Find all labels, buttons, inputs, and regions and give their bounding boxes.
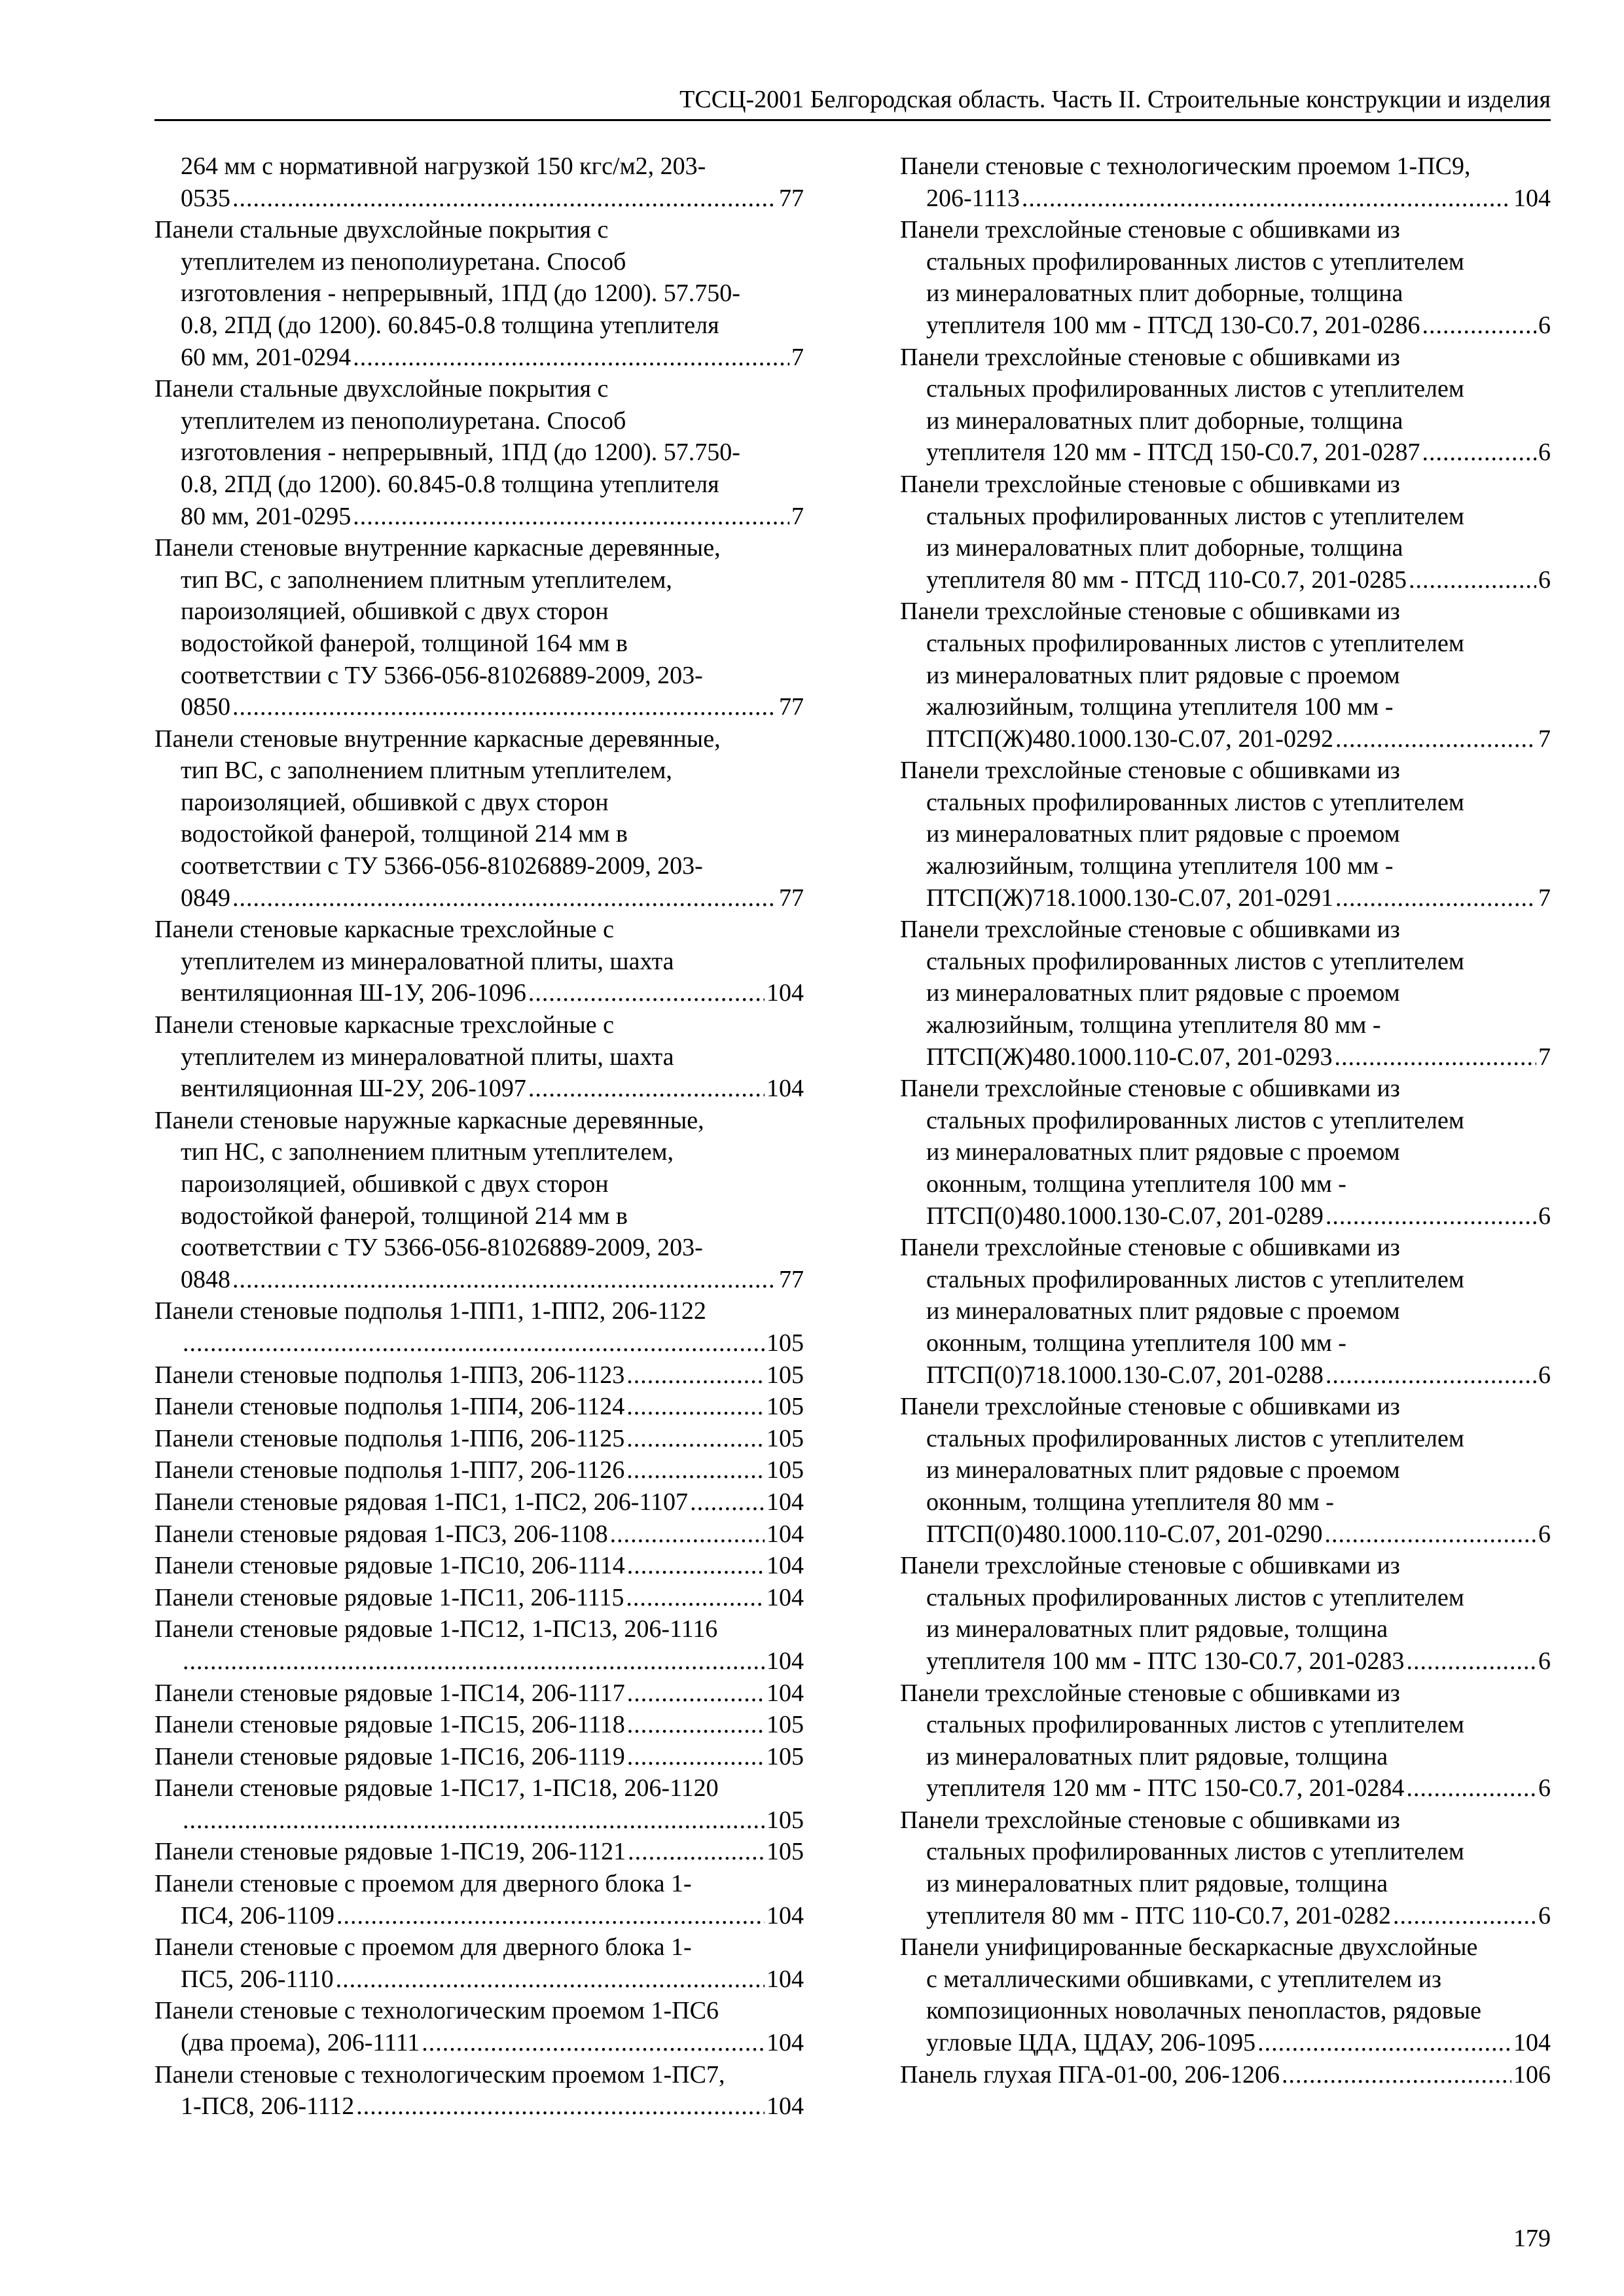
- entry-line: из минераловатных плит рядовые, толщина: [926, 1615, 1388, 1643]
- entry-text: Панели стеновые рядовые 1-ПС14, 206-1117: [154, 1679, 625, 1707]
- entry-text: Панели стеновые подполья 1-ПП3, 206-1123: [154, 1361, 625, 1389]
- index-entry: [154, 1741, 804, 1773]
- entry-text: Панели стеновые рядовые 1-ПС10, 206-1114: [154, 1552, 625, 1580]
- dot-leader: [627, 1550, 765, 1582]
- entry-page-ref: 104: [767, 1583, 804, 1611]
- dot-leader: [232, 882, 777, 914]
- entry-line: Панели стеновые внутренние каркасные деревянные,: [154, 534, 721, 562]
- entry-line: водостойкой фанерой, толщиной 214 мм в: [181, 820, 628, 848]
- index-entry: [900, 1232, 1551, 1391]
- index-entry: [154, 1009, 804, 1105]
- entry-leader-line: [900, 564, 1551, 596]
- entry-leader-line: [900, 723, 1551, 755]
- entry-page-ref: 7: [791, 343, 804, 371]
- entry-line: стальных профилированных листов с утеплителем: [926, 1838, 1464, 1866]
- dot-leader: [183, 1804, 765, 1837]
- entry-page-ref: 6: [1538, 1520, 1551, 1548]
- index-entry: [900, 151, 1551, 214]
- dot-leader: [528, 977, 765, 1009]
- index-entry: [154, 151, 804, 214]
- entry-leader-line: [154, 1741, 804, 1773]
- entry-line: 264 мм с нормативной нагрузкой 150 кгс/м2, 203-: [181, 152, 706, 180]
- entry-page-ref: 105: [767, 1393, 804, 1421]
- entry-leader-line: [900, 2027, 1551, 2059]
- entry-page-ref: 105: [767, 1329, 804, 1357]
- index-entry: [154, 1836, 804, 1868]
- index-entry: [900, 914, 1551, 1073]
- index-entry: [900, 1073, 1551, 1232]
- dot-leader: [1282, 2059, 1511, 2091]
- index-entry: [900, 1677, 1551, 1804]
- entry-text: вентиляционная Ш-2У, 206-1097: [181, 1075, 526, 1103]
- entry-leader-line: [154, 1964, 804, 1996]
- index-entry: [900, 596, 1551, 755]
- dot-leader: [183, 1645, 765, 1677]
- entry-page-ref: 104: [1513, 184, 1551, 212]
- entry-page-ref: 6: [1538, 565, 1551, 594]
- entry-page-ref: 106: [1513, 2060, 1551, 2089]
- entry-line: тип НС, с заполнением плитным утеплителем,: [181, 1138, 674, 1166]
- entry-text: 80 мм, 201-0295: [181, 502, 352, 530]
- entry-line: утеплителем из пенополиуретана. Способ: [181, 406, 626, 435]
- entry-text: Панели стеновые рядовые 1-ПС16, 206-1119: [154, 1742, 625, 1770]
- entry-line: стальных профилированных листов с утеплителем: [926, 502, 1464, 530]
- entry-line: из минераловатных плит рядовые с проемом: [926, 1456, 1400, 1484]
- entry-page-ref: 6: [1538, 1774, 1551, 1803]
- entry-line: утеплителем из минераловатной плиты, шахта: [181, 947, 674, 975]
- index-entry: [154, 1454, 804, 1486]
- entry-page-ref: 104: [767, 1965, 804, 1993]
- entry-line: Панели стальные двухслойные покрытия с: [154, 216, 609, 244]
- entry-line: стальных профилированных листов с утеплителем: [926, 947, 1464, 975]
- entry-line: Панели трехслойные стеновые с обшивками из: [900, 216, 1400, 244]
- entry-text: Панели стеновые подполья 1-ПП7, 206-1126: [154, 1456, 625, 1484]
- entry-line: Панели стеновые с технологическим проемом 1-ПС6: [154, 1997, 719, 2025]
- index-entry: [154, 1582, 804, 1614]
- entry-line: Панели трехслойные стеновые с обшивками из: [900, 470, 1400, 498]
- entry-leader-line: [154, 183, 804, 215]
- entry-line: с металлическими обшивками, с утеплителем из: [926, 1965, 1441, 1993]
- entry-line: жалюзийным, толщина утеплителя 100 мм -: [926, 852, 1394, 880]
- entry-leader-line: [154, 1518, 804, 1551]
- entry-line: Панели трехслойные стеновые с обшивками из: [900, 1393, 1400, 1421]
- entry-line: из минераловатных плит рядовые с проемом: [926, 1138, 1400, 1166]
- entry-page-ref: 6: [1538, 1901, 1551, 1929]
- dot-leader: [356, 2090, 765, 2123]
- entry-leader-line: [154, 1486, 804, 1518]
- entry-line: водостойкой фанерой, толщиной 164 мм в: [181, 629, 628, 657]
- dot-leader: [183, 1327, 765, 1359]
- entry-page-ref: 7: [791, 502, 804, 530]
- entry-leader-line: [900, 1900, 1551, 1932]
- index-entry: [154, 1359, 804, 1391]
- entry-leader-line: [154, 977, 804, 1009]
- entry-text: ПТСП(Ж)718.1000.130-С.07, 201-0291: [926, 884, 1333, 912]
- entry-leader-line: [154, 1804, 804, 1837]
- entry-line: соответствии с ТУ 5366-056-81026889-2009, 203-: [181, 1234, 703, 1262]
- entry-line: утеплителем из пенополиуретана. Способ: [181, 247, 626, 276]
- entry-leader-line: [154, 1900, 804, 1932]
- index-entry: [154, 1613, 804, 1677]
- entry-line: 0.8, 2ПД (до 1200). 60.845-0.8 толщина утеплителя: [181, 311, 719, 339]
- entry-line: оконным, толщина утеплителя 100 мм -: [926, 1170, 1346, 1198]
- entry-page-ref: 104: [767, 2029, 804, 2057]
- entry-line: из минераловатных плит доборные, толщина: [926, 534, 1403, 562]
- index-entry: [154, 2059, 804, 2123]
- entry-page-ref: 105: [767, 1711, 804, 1739]
- index-entry: [154, 1391, 804, 1423]
- entry-text: ПТСП(Ж)480.1000.130-С.07, 201-0292: [926, 725, 1333, 753]
- entry-line: Панели трехслойные стеновые с обшивками из: [900, 916, 1400, 944]
- entry-page-ref: 104: [767, 1075, 804, 1103]
- dot-leader: [1335, 1041, 1536, 1073]
- entry-line: стальных профилированных листов с утеплителем: [926, 629, 1464, 657]
- index-entry: [154, 1518, 804, 1551]
- dot-leader: [626, 1359, 765, 1391]
- entry-line: Панели стеновые наружные каркасные деревянные,: [154, 1106, 704, 1134]
- dot-leader: [353, 342, 789, 374]
- dot-leader: [1406, 1772, 1536, 1804]
- dot-leader: [422, 2027, 765, 2059]
- dot-leader: [610, 1518, 765, 1551]
- entry-text: 0850: [181, 693, 230, 721]
- entry-page-ref: 105: [767, 1456, 804, 1484]
- entry-page-ref: 104: [767, 2092, 804, 2121]
- header-title: ТССЦ-2001 Белгородская область. Часть II. Строительные конструкции и изделия: [679, 86, 1551, 113]
- entry-text: ПТСП(Ж)480.1000.110-С.07, 201-0293: [926, 1043, 1333, 1071]
- entry-text: ПТСП(0)480.1000.110-С.07, 201-0290: [926, 1520, 1323, 1548]
- entry-line: Панели стеновые каркасные трехслойные с: [154, 1011, 615, 1039]
- entry-line: тип ВС, с заполнением плитным утеплителем,: [181, 757, 672, 785]
- dot-leader: [1422, 437, 1536, 469]
- entry-line: стальных профилированных листов с утеплителем: [926, 375, 1464, 403]
- entry-line: из минераловатных плит рядовые с проемом: [926, 979, 1400, 1007]
- entry-page-ref: 77: [779, 693, 804, 721]
- dot-leader: [353, 501, 789, 533]
- dot-leader: [626, 1391, 765, 1423]
- entry-line: Панели стеновые каркасные трехслойные с: [154, 916, 615, 944]
- entry-page-ref: 105: [767, 1361, 804, 1389]
- entry-page-ref: 6: [1538, 439, 1551, 467]
- entry-line: Панели стеновые с проемом для дверного блока 1-: [154, 1933, 692, 1962]
- entry-text: утеплителя 100 мм - ПТСД 130-С0.7, 201-0286: [926, 311, 1420, 339]
- index-entry: [154, 1709, 804, 1741]
- entry-line: 0.8, 2ПД (до 1200). 60.845-0.8 толщина утеплителя: [181, 470, 719, 498]
- entry-leader-line: [154, 501, 804, 533]
- entry-line: оконным, толщина утеплителя 100 мм -: [926, 1329, 1346, 1357]
- entry-page-ref: 6: [1538, 311, 1551, 339]
- dot-leader: [627, 1741, 765, 1773]
- entry-leader-line: [900, 2059, 1551, 2091]
- entry-leader-line: [154, 2090, 804, 2123]
- entry-line: из минераловатных плит доборные, толщина: [926, 406, 1403, 435]
- entry-page-ref: 105: [767, 1838, 804, 1866]
- entry-leader-line: [154, 1550, 804, 1582]
- entry-leader-line: [154, 1582, 804, 1614]
- entry-text: Панели стеновые рядовые 1-ПС19, 206-1121: [154, 1838, 626, 1866]
- entry-text: утеплителя 120 мм - ПТС 150-С0.7, 201-0284: [926, 1774, 1405, 1803]
- entry-text: Панели стеновые рядовые 1-ПС15, 206-1118: [154, 1711, 625, 1739]
- entry-leader-line: [900, 1645, 1551, 1677]
- entry-leader-line: [900, 1359, 1551, 1391]
- dot-leader: [1335, 882, 1536, 914]
- dot-leader: [627, 1677, 765, 1710]
- entry-line: Панели стеновые с технологическим проемом 1-ПС7,: [154, 2060, 725, 2089]
- dot-leader: [1326, 1359, 1536, 1391]
- entry-line: из минераловатных плит рядовые с проемом: [926, 1297, 1400, 1325]
- entry-page-ref: 104: [767, 1679, 804, 1707]
- dot-leader: [1393, 1900, 1536, 1932]
- entry-line: Панели трехслойные стеновые с обшивками из: [900, 1806, 1400, 1834]
- entry-line: из минераловатных плит рядовые, толщина: [926, 1870, 1388, 1898]
- entry-page-ref: 77: [779, 884, 804, 912]
- entry-text: 60 мм, 201-0294: [181, 343, 352, 371]
- entry-line: Панели трехслойные стеновые с обшивками из: [900, 1552, 1400, 1580]
- entry-leader-line: [900, 1200, 1551, 1232]
- entry-line: жалюзийным, толщина утеплителя 100 мм -: [926, 693, 1394, 721]
- dot-leader: [626, 1423, 765, 1455]
- entry-line: Панели трехслойные стеновые с обшивками из: [900, 1679, 1400, 1707]
- entry-text: утеплителя 120 мм - ПТСД 150-С0.7, 201-0287: [926, 439, 1420, 467]
- dot-leader: [232, 691, 777, 723]
- entry-line: стальных профилированных листов с утеплителем: [926, 247, 1464, 276]
- entry-line: тип ВС, с заполнением плитным утеплителем,: [181, 565, 672, 594]
- entry-leader-line: [154, 1454, 804, 1486]
- entry-text: Панели стеновые рядовые 1-ПС11, 206-1115: [154, 1583, 624, 1611]
- dot-leader: [528, 1073, 765, 1105]
- entry-leader-line: [154, 2027, 804, 2059]
- entry-line: стальных профилированных листов с утеплителем: [926, 1424, 1464, 1452]
- running-header: [154, 85, 1551, 121]
- entry-line: оконным, толщина утеплителя 80 мм -: [926, 1488, 1334, 1516]
- entry-text: утеплителя 80 мм - ПТС 110-С0.7, 201-0282: [926, 1901, 1392, 1929]
- entry-line: из минераловатных плит рядовые с проемом: [926, 661, 1400, 689]
- entry-leader-line: [154, 882, 804, 914]
- entry-text: Панели стеновые подполья 1-ПП6, 206-1125: [154, 1424, 625, 1452]
- entry-leader-line: [900, 437, 1551, 469]
- index-entry: [900, 214, 1551, 341]
- index-entry: [154, 373, 804, 532]
- entry-line: Панели стеновые рядовые 1-ПС17, 1-ПС18, 206-1120: [154, 1774, 719, 1803]
- entry-line: Панели стальные двухслойные покрытия с: [154, 375, 609, 403]
- index-column-right: [900, 151, 1551, 2090]
- entry-line: из минераловатных плит рядовые, толщина: [926, 1742, 1388, 1770]
- entry-line: изготовления - непрерывный, 1ПД (до 1200). 57.750-: [181, 279, 740, 308]
- entry-text: Панели стеновые подполья 1-ПП4, 206-1124: [154, 1393, 625, 1421]
- index-entry: [154, 1995, 804, 2058]
- index-entry: [154, 1931, 804, 1995]
- entry-page-ref: 6: [1538, 1361, 1551, 1389]
- dot-leader: [1022, 183, 1511, 215]
- entry-leader-line: [154, 691, 804, 723]
- entry-line: Панели трехслойные стеновые с обшивками из: [900, 757, 1400, 785]
- dot-leader: [1406, 1645, 1536, 1677]
- index-entry: [154, 1486, 804, 1518]
- dot-leader: [232, 183, 777, 215]
- entry-page-ref: 104: [767, 1488, 804, 1516]
- entry-line: Панели стеновые внутренние каркасные деревянные,: [154, 725, 721, 753]
- entry-line: из минераловатных плит рядовые с проемом: [926, 820, 1400, 848]
- index-entry: [900, 1550, 1551, 1677]
- entry-text: Панели стеновые рядовая 1-ПС1, 1-ПС2, 206-1107: [154, 1488, 689, 1516]
- index-entry: [154, 1105, 804, 1296]
- index-entry: [900, 469, 1551, 596]
- entry-text: 0849: [181, 884, 230, 912]
- entry-page-ref: 77: [779, 184, 804, 212]
- entry-text: (два проема), 206-1111: [181, 2029, 420, 2057]
- entry-line: водостойкой фанерой, толщиной 214 мм в: [181, 1202, 628, 1230]
- index-entry: [900, 1804, 1551, 1931]
- entry-page-ref: 77: [779, 1265, 804, 1293]
- index-column-left: [154, 151, 804, 2123]
- entry-text: Панель глухая ПГА-01-00, 206-1206: [900, 2060, 1280, 2089]
- index-entry: [154, 1677, 804, 1710]
- entry-page-ref: 104: [767, 979, 804, 1007]
- entry-page-ref: 7: [1538, 725, 1551, 753]
- entry-leader-line: [154, 1677, 804, 1710]
- entry-line: пароизоляцией, обшивкой с двух сторон: [181, 1170, 609, 1198]
- dot-leader: [336, 1964, 765, 1996]
- entry-leader-line: [154, 1423, 804, 1455]
- entry-line: утеплителем из минераловатной плиты, шахта: [181, 1043, 674, 1071]
- entry-text: вентиляционная Ш-1У, 206-1096: [181, 979, 526, 1007]
- entry-leader-line: [154, 1073, 804, 1105]
- dot-leader: [1326, 1200, 1536, 1232]
- entry-leader-line: [900, 1518, 1551, 1551]
- entry-line: из минераловатных плит доборные, толщина: [926, 279, 1403, 308]
- entry-leader-line: [154, 1327, 804, 1359]
- index-entry: [154, 532, 804, 723]
- dot-leader: [1409, 564, 1536, 596]
- page-number: 179: [1513, 2225, 1551, 2252]
- index-entry: [154, 214, 804, 373]
- index-entry: [900, 2059, 1551, 2091]
- entry-leader-line: [900, 310, 1551, 342]
- entry-leader-line: [900, 1772, 1551, 1804]
- dot-leader: [626, 1454, 765, 1486]
- entry-leader-line: [900, 882, 1551, 914]
- entry-line: Панели трехслойные стеновые с обшивками из: [900, 343, 1400, 371]
- entry-line: Панели стеновые с проемом для дверного блока 1-: [154, 1870, 692, 1898]
- entry-text: утеплителя 100 мм - ПТС 130-С0.7, 201-0283: [926, 1647, 1405, 1675]
- entry-page-ref: 105: [767, 1742, 804, 1770]
- entry-text: 206-1113: [926, 184, 1020, 212]
- index-entry: [900, 342, 1551, 469]
- index-entry: [900, 1391, 1551, 1550]
- entry-page-ref: 105: [767, 1424, 804, 1452]
- dot-leader: [336, 1900, 765, 1932]
- entry-page-ref: 105: [767, 1806, 804, 1834]
- dot-leader: [627, 1709, 765, 1741]
- entry-leader-line: [154, 1836, 804, 1868]
- index-entry: [154, 1772, 804, 1836]
- entry-line: стальных профилированных листов с утеплителем: [926, 788, 1464, 816]
- entry-page-ref: 7: [1538, 1043, 1551, 1071]
- entry-leader-line: [900, 1041, 1551, 1073]
- entry-page-ref: 104: [767, 1901, 804, 1929]
- entry-line: пароизоляцией, обшивкой с двух сторон: [181, 598, 609, 626]
- dot-leader: [628, 1836, 765, 1868]
- entry-text: угловые ЦДА, ЦДАУ, 206-1095: [926, 2029, 1256, 2057]
- entry-line: Панели стеновые подполья 1-ПП1, 1-ПП2, 206-1122: [154, 1297, 706, 1325]
- entry-line: соответствии с ТУ 5366-056-81026889-2009, 203-: [181, 852, 703, 880]
- entry-text: Панели стеновые рядовая 1-ПС3, 206-1108: [154, 1520, 608, 1548]
- entry-leader-line: [900, 183, 1551, 215]
- dot-leader: [690, 1486, 765, 1518]
- entry-line: Панели стеновые с технологическим проемом 1-ПС9,: [900, 152, 1471, 180]
- entry-leader-line: [154, 1709, 804, 1741]
- index-entry: [154, 1295, 804, 1359]
- entry-line: стальных профилированных листов с утеплителем: [926, 1265, 1464, 1293]
- entry-line: стальных профилированных листов с утеплителем: [926, 1711, 1464, 1739]
- dot-leader: [626, 1582, 765, 1614]
- entry-line: Панели трехслойные стеновые с обшивками из: [900, 1075, 1400, 1103]
- entry-page-ref: 104: [767, 1520, 804, 1548]
- index-entry: [900, 1931, 1551, 2058]
- entry-page-ref: 104: [767, 1647, 804, 1675]
- entry-line: композиционных новолачных пенопластов, рядовые: [926, 1997, 1481, 2025]
- entry-leader-line: [154, 1645, 804, 1677]
- entry-text: ПТСП(0)480.1000.130-С.07, 201-0289: [926, 1202, 1324, 1230]
- entry-line: пароизоляцией, обшивкой с двух сторон: [181, 788, 609, 816]
- index-entry: [154, 1550, 804, 1582]
- entry-line: соответствии с ТУ 5366-056-81026889-2009, 203-: [181, 661, 703, 689]
- entry-text: ПС4, 206-1109: [181, 1901, 335, 1929]
- entry-line: жалюзийным, толщина утеплителя 80 мм -: [926, 1011, 1381, 1039]
- index-entry: [154, 914, 804, 1009]
- entry-line: Панели унифицированные бескаркасные двухслойные: [900, 1933, 1478, 1962]
- entry-page-ref: 6: [1538, 1647, 1551, 1675]
- dot-leader: [232, 1264, 777, 1296]
- entry-line: Панели трехслойные стеновые с обшивками из: [900, 598, 1400, 626]
- entry-line: изготовления - непрерывный, 1ПД (до 1200). 57.750-: [181, 439, 740, 467]
- entry-line: Панели трехслойные стеновые с обшивками из: [900, 1234, 1400, 1262]
- entry-page-ref: 7: [1538, 884, 1551, 912]
- dot-leader: [1325, 1518, 1537, 1551]
- entry-line: стальных профилированных листов с утеплителем: [926, 1106, 1464, 1134]
- dot-leader: [1257, 2027, 1511, 2059]
- entry-leader-line: [154, 1391, 804, 1423]
- entry-text: 1-ПС8, 206-1112: [181, 2092, 355, 2121]
- index-entry: [154, 1868, 804, 1931]
- entry-line: Панели стеновые рядовые 1-ПС12, 1-ПС13, 206-1116: [154, 1615, 718, 1643]
- entry-text: ПС5, 206-1110: [181, 1965, 334, 1993]
- entry-leader-line: [154, 1359, 804, 1391]
- index-entry: [154, 1423, 804, 1455]
- entry-text: 0848: [181, 1265, 230, 1293]
- dot-leader: [1422, 310, 1536, 342]
- entry-text: ПТСП(0)718.1000.130-С.07, 201-0288: [926, 1361, 1324, 1389]
- entry-text: утеплителя 80 мм - ПТСД 110-С0.7, 201-0285: [926, 565, 1407, 594]
- entry-page-ref: 6: [1538, 1202, 1551, 1230]
- entry-line: стальных профилированных листов с утеплителем: [926, 1583, 1464, 1611]
- dot-leader: [1335, 723, 1536, 755]
- entry-leader-line: [154, 342, 804, 374]
- entry-page-ref: 104: [767, 1552, 804, 1580]
- entry-leader-line: [154, 1264, 804, 1296]
- index-entry: [900, 755, 1551, 914]
- entry-page-ref: 104: [1513, 2029, 1551, 2057]
- index-entry: [154, 723, 804, 914]
- entry-text: 0535: [181, 184, 230, 212]
